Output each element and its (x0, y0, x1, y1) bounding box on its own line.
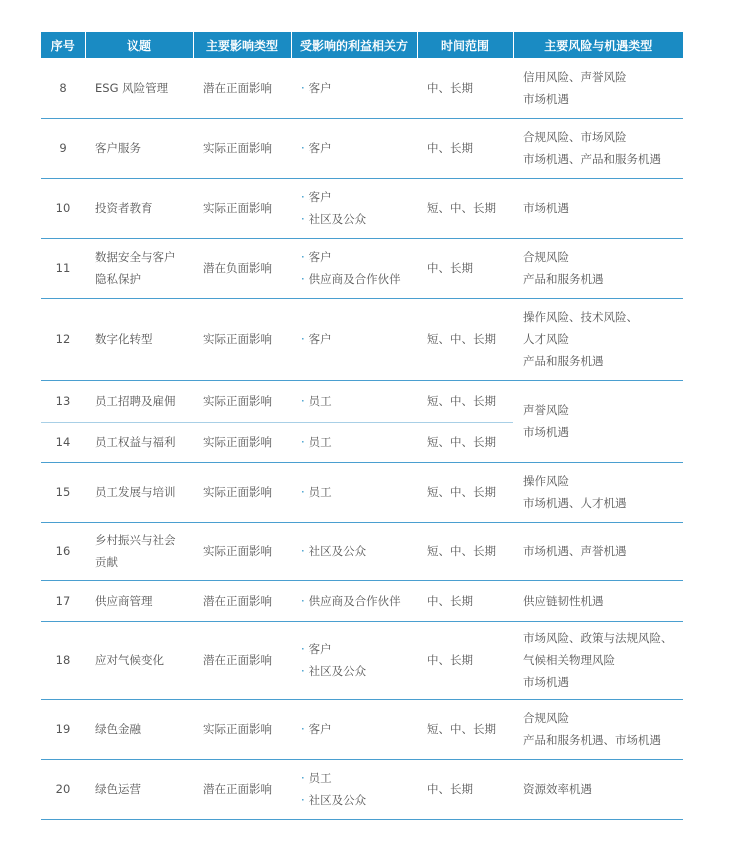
row-impact: 实际正面影响 (193, 462, 291, 522)
row-time: 短、中、长期 (417, 298, 513, 380)
stakeholder-item: · 员工 (301, 771, 332, 785)
row-topic (85, 522, 193, 580)
stakeholder-item: · 客户 (301, 190, 332, 204)
risk-line: 操作风险、技术风险、 (523, 310, 638, 324)
header-time: 时间范围 (417, 32, 513, 58)
row-number: 16 (41, 522, 85, 580)
risk-line: 操作风险 (523, 474, 569, 488)
bullet-icon: · (301, 793, 305, 807)
row-topic (85, 462, 193, 522)
topic-line: 员工发展与培训 (95, 485, 176, 499)
bullet-icon: · (301, 642, 305, 656)
bullet-icon: · (301, 250, 305, 264)
bullet-icon: · (301, 212, 305, 226)
table-row (41, 298, 683, 380)
row-stakeholders (291, 580, 417, 621)
stakeholder-item: · 客户 (301, 642, 332, 656)
row-risk (513, 462, 683, 522)
row-number: 14 (41, 422, 85, 462)
stakeholder-item: · 社区及公众 (301, 212, 367, 226)
table-row (41, 238, 683, 298)
row-time: 中、长期 (417, 58, 513, 118)
row-stakeholders (291, 522, 417, 580)
risk-line: 合规风险、市场风险 (523, 130, 627, 144)
table-row (41, 178, 683, 238)
stakeholder-item: · 客户 (301, 80, 332, 95)
row-time: 短、中、长期 (417, 380, 513, 422)
risk-line: 市场机遇 (523, 201, 569, 215)
header-num: 序号 (41, 32, 85, 58)
row-risk (513, 759, 683, 819)
bullet-icon: · (301, 332, 305, 346)
row-topic (85, 238, 193, 298)
table-row (41, 380, 683, 422)
row-impact: 潜在正面影响 (193, 759, 291, 819)
row-number: 17 (41, 580, 85, 621)
bullet-icon: · (301, 272, 305, 286)
row-time: 短、中、长期 (417, 462, 513, 522)
stakeholder-item: · 客户 (301, 250, 332, 264)
topic-line: 员工权益与福利 (95, 435, 176, 449)
risk-line: 产品和服务机遇 (523, 272, 604, 286)
row-time: 中、长期 (417, 621, 513, 699)
row-topic (85, 699, 193, 759)
table-row (41, 522, 683, 580)
risk-line: 资源效率机遇 (523, 782, 592, 796)
row-topic (85, 759, 193, 819)
topic-line: 客户服务 (95, 141, 141, 155)
row-stakeholders (291, 462, 417, 522)
row-time: 短、中、长期 (417, 178, 513, 238)
row-risk (513, 522, 683, 580)
topic-line: 投资者教育 (95, 201, 153, 215)
table-row (41, 621, 683, 699)
row-number: 18 (41, 621, 85, 699)
stakeholder-item: · 社区及公众 (301, 664, 367, 678)
row-time: 短、中、长期 (417, 522, 513, 580)
risk-line: 气候相关物理风险 (523, 653, 615, 667)
risk-line: 供应链韧性机遇 (523, 593, 604, 608)
row-impact: 潜在正面影响 (193, 621, 291, 699)
topic-line: 数字化转型 (95, 332, 153, 346)
bullet-icon: · (301, 593, 305, 608)
table-row (41, 580, 683, 621)
row-impact: 实际正面影响 (193, 118, 291, 178)
row-risk (513, 178, 683, 238)
row-impact: 实际正面影响 (193, 380, 291, 422)
row-stakeholders (291, 759, 417, 819)
row-stakeholders (291, 118, 417, 178)
risk-line: 合规风险 (523, 250, 569, 264)
stakeholder-item: · 社区及公众 (301, 793, 367, 807)
stakeholder-item: · 供应商及合作伙伴 (301, 593, 401, 608)
risk-line: 人才风险 (523, 332, 569, 346)
bullet-icon: · (301, 664, 305, 678)
row-time: 中、长期 (417, 238, 513, 298)
risk-line: 声誉风险 (523, 403, 569, 417)
table-row (41, 699, 683, 759)
risk-line: 市场机遇、产品和服务机遇 (523, 152, 661, 166)
row-impact: 实际正面影响 (193, 298, 291, 380)
row-topic (85, 298, 193, 380)
row-stakeholders (291, 380, 417, 422)
bullet-icon: · (301, 485, 305, 499)
row-number: 11 (41, 238, 85, 298)
topic-line: 乡村振兴与社会 (95, 533, 176, 547)
row-risk (513, 58, 683, 118)
issues-table (41, 32, 683, 820)
row-number: 9 (41, 118, 85, 178)
risk-line: 市场风险、政策与法规风险、 (523, 631, 673, 645)
header-risk: 主要风险与机遇类型 (513, 32, 683, 58)
risk-line: 市场机遇 (523, 425, 569, 439)
risk-line: 产品和服务机遇、市场机遇 (523, 733, 661, 747)
stakeholder-item: · 员工 (301, 394, 332, 408)
stakeholder-item: · 客户 (301, 722, 332, 736)
row-risk (513, 298, 683, 380)
stakeholder-item: · 员工 (301, 485, 332, 499)
bullet-icon: · (301, 435, 305, 449)
row-time: 中、长期 (417, 759, 513, 819)
row-time: 中、长期 (417, 580, 513, 621)
row-number: 13 (41, 380, 85, 422)
row-risk (513, 699, 683, 759)
row-impact: 实际正面影响 (193, 422, 291, 462)
header-row (41, 32, 683, 58)
row-topic (85, 380, 193, 422)
bullet-icon: · (301, 190, 305, 204)
topic-line: 数据安全与客户 (95, 250, 176, 264)
table-row (41, 118, 683, 178)
topic-line: 绿色金融 (95, 722, 141, 736)
topic-line: 贡献 (95, 555, 118, 569)
row-stakeholders (291, 422, 417, 462)
bullet-icon: · (301, 141, 305, 155)
bullet-icon: · (301, 771, 305, 785)
bullet-icon: · (301, 544, 305, 558)
row-risk (513, 621, 683, 699)
row-time: 短、中、长期 (417, 422, 513, 462)
row-stakeholders (291, 178, 417, 238)
row-topic (85, 621, 193, 699)
stakeholder-item: · 客户 (301, 332, 332, 346)
risk-line: 市场机遇、人才机遇 (523, 496, 627, 510)
row-time: 中、长期 (417, 118, 513, 178)
risk-line: 市场机遇、声誉机遇 (523, 544, 627, 558)
header-stakeholders: 受影响的利益相关方 (291, 32, 417, 58)
stakeholder-item: · 员工 (301, 435, 332, 449)
risk-line: 产品和服务机遇 (523, 354, 604, 368)
row-time: 短、中、长期 (417, 699, 513, 759)
stakeholder-item: · 社区及公众 (301, 544, 367, 558)
row-number: 8 (41, 58, 85, 118)
row-stakeholders (291, 238, 417, 298)
row-impact: 潜在正面影响 (193, 58, 291, 118)
topic-line: 绿色运营 (95, 782, 141, 796)
header-topic: 议题 (85, 32, 193, 58)
table-row (41, 759, 683, 819)
row-risk (513, 380, 683, 462)
topic-line: ESG 风险管理 (95, 80, 169, 95)
table-row (41, 58, 683, 118)
row-topic (85, 118, 193, 178)
row-topic (85, 580, 193, 621)
risk-line: 合规风险 (523, 711, 569, 725)
row-stakeholders (291, 298, 417, 380)
row-risk (513, 238, 683, 298)
bullet-icon: · (301, 80, 305, 95)
row-number: 15 (41, 462, 85, 522)
row-topic (85, 178, 193, 238)
topic-line: 供应商管理 (95, 593, 153, 608)
bullet-icon: · (301, 394, 305, 408)
risk-line: 信用风险、声誉风险 (523, 69, 627, 84)
topic-line: 应对气候变化 (95, 653, 164, 667)
row-risk (513, 580, 683, 621)
table-row (41, 462, 683, 522)
topic-line: 员工招聘及雇佣 (95, 394, 176, 408)
row-stakeholders (291, 699, 417, 759)
row-impact: 潜在正面影响 (193, 580, 291, 621)
topic-line: 隐私保护 (95, 272, 141, 286)
bullet-icon: · (301, 722, 305, 736)
header-impact: 主要影响类型 (193, 32, 291, 58)
risk-line: 市场机遇 (523, 91, 569, 106)
row-risk (513, 118, 683, 178)
row-number: 20 (41, 759, 85, 819)
row-number: 19 (41, 699, 85, 759)
row-impact: 实际正面影响 (193, 178, 291, 238)
row-stakeholders (291, 58, 417, 118)
row-number: 12 (41, 298, 85, 380)
risk-line: 市场机遇 (523, 675, 569, 689)
row-number: 10 (41, 178, 85, 238)
row-stakeholders (291, 621, 417, 699)
stakeholder-item: · 供应商及合作伙伴 (301, 272, 401, 286)
row-impact: 实际正面影响 (193, 699, 291, 759)
row-topic (85, 58, 193, 118)
row-impact: 实际正面影响 (193, 522, 291, 580)
row-topic (85, 422, 193, 462)
stakeholder-item: · 客户 (301, 141, 332, 155)
row-impact: 潜在负面影响 (193, 238, 291, 298)
